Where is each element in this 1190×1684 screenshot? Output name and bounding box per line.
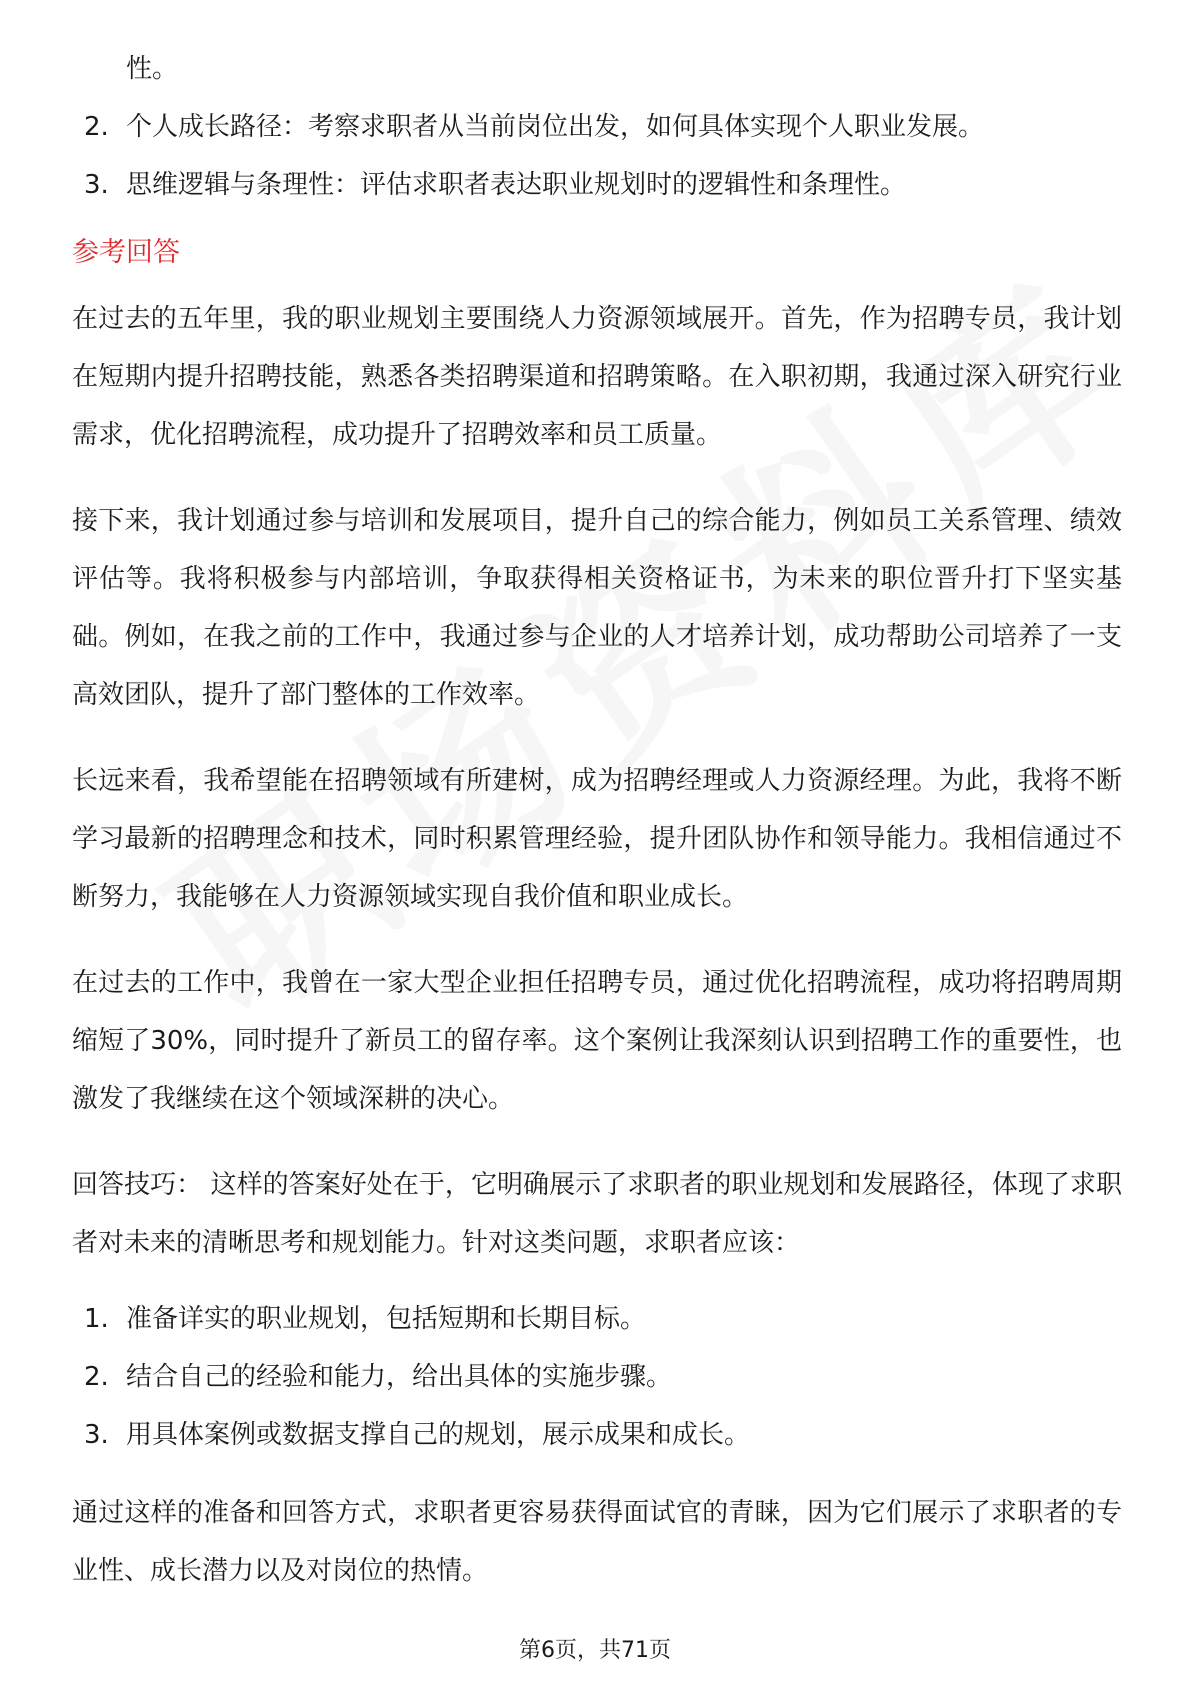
page-content [72,40,1122,1628]
list-item [72,1348,1122,1406]
list-item-text: 结合自己的经验和能力，给出具体的实施步骤。 [126,1362,673,1392]
section-title: 参考回答 [72,237,180,268]
answer-paragraph: 接下来，我计划通过参与培训和发展项目，提升自己的综合能力，例如员工关系管理、绩效评估等。我将积极参与内部培训，争取获得相关资格证书，为未来的职位晋升打下坚实基础。例如，在我之前的工作中，我通过参与企业的人才培养计划，成功帮助公司培养了一支高效团队，提升了部门整体的工作效率。 [72,506,1122,710]
list-number: 3. [84,170,109,200]
list-number: 1. [84,1304,109,1334]
tips-intro: 回答技巧： 这样的答案好处在于，它明确展示了求职者的职业规划和发展路径，体现了求职者对未来的清晰思考和规划能力。针对这类问题，求职者应该： [72,1170,1122,1258]
list-item [72,98,1122,156]
continuation-text: 性。 [126,54,179,84]
conclusion-paragraph: 通过这样的准备和回答方式，求职者更容易获得面试官的青睐，因为它们展示了求职者的专业性、成长潜力以及对岗位的热情。 [72,1498,1122,1586]
list-number: 3. [84,1420,109,1450]
list-item-text: 用具体案例或数据支撑自己的规划，展示成果和成长。 [126,1420,751,1450]
list-item [72,1290,1122,1348]
page-footer: 第6页，共71页 [519,1638,671,1663]
list-number: 2. [84,112,109,142]
list-item-text: 准备详实的职业规划，包括短期和长期目标。 [126,1304,647,1334]
list-item-text: 个人成长路径：考察求职者从当前岗位出发，如何具体实现个人职业发展。 [126,112,985,142]
answer-paragraph: 在过去的五年里，我的职业规划主要围绕人力资源领域展开。首先，作为招聘专员，我计划在短期内提升招聘技能，熟悉各类招聘渠道和招聘策略。在入职初期，我通过深入研究行业需求，优化招聘流程，成功提升了招聘效率和员工质量。 [72,304,1122,450]
list-item [72,1406,1122,1464]
evaluation-points-list [72,98,1122,214]
tips-list [72,1290,1122,1464]
answer-paragraph: 在过去的工作中，我曾在一家大型企业担任招聘专员，通过优化招聘流程，成功将招聘周期缩短了30%，同时提升了新员工的留存率。这个案例让我深刻认识到招聘工作的重要性，也激发了我继续在这个领域深耕的决心。 [72,968,1122,1114]
list-item-text: 思维逻辑与条理性：评估求职者表达职业规划时的逻辑性和条理性。 [126,170,907,200]
list-number: 2. [84,1362,109,1392]
answer-paragraph: 长远来看，我希望能在招聘领域有所建树，成为招聘经理或人力资源经理。为此，我将不断学习最新的招聘理念和技术，同时积累管理经验，提升团队协作和领导能力。我相信通过不断努力，我能够在人力资源领域实现自我价值和职业成长。 [72,766,1122,912]
list-item [72,156,1122,214]
